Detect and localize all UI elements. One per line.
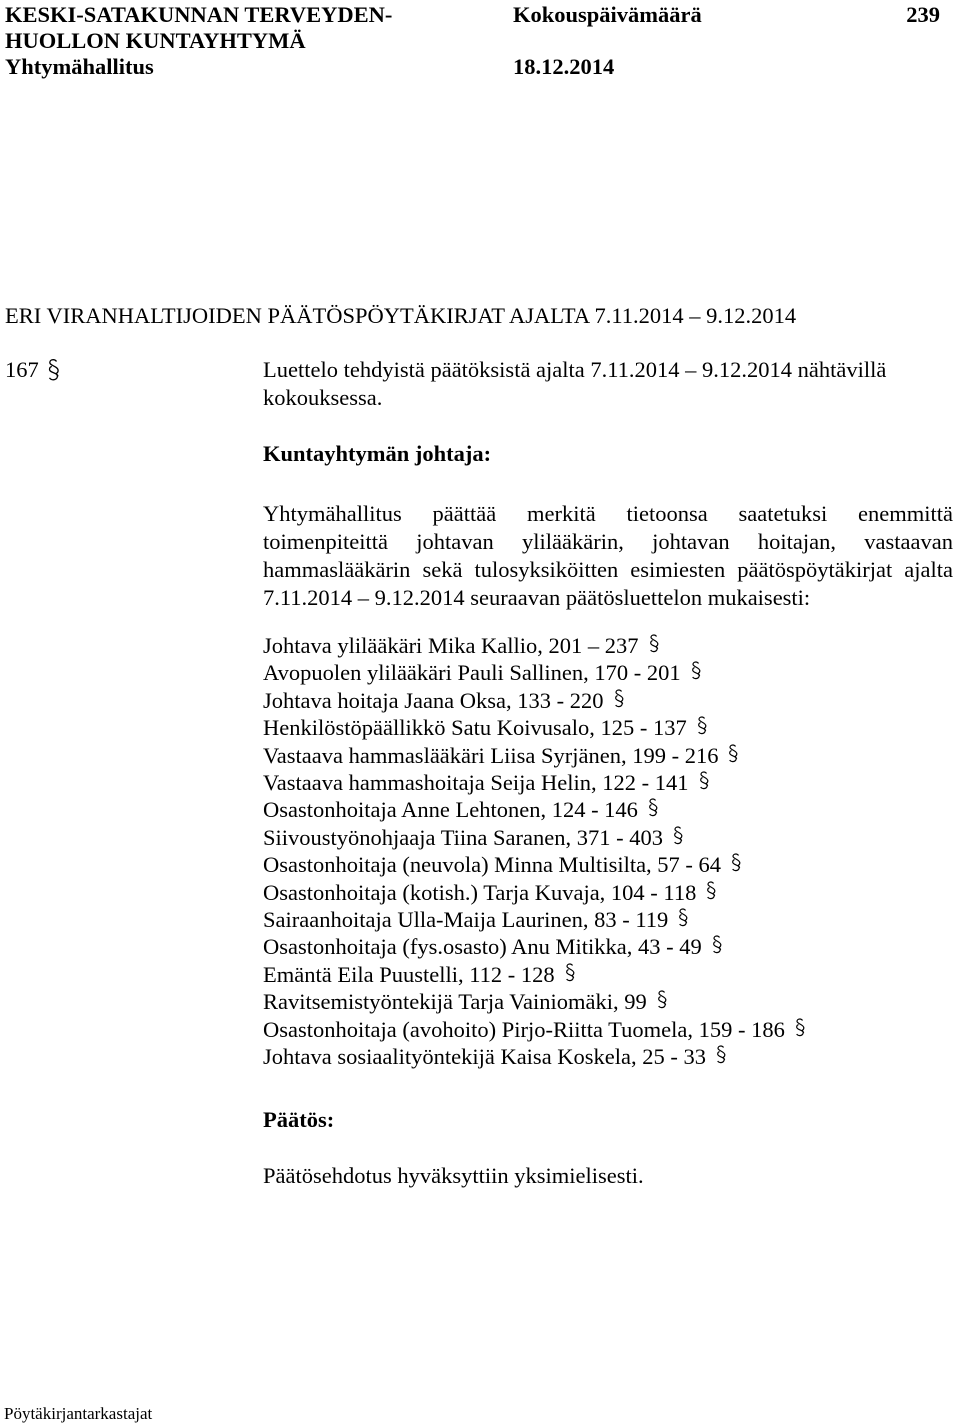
- list-item: Johtava ylilääkäri Mika Kallio, 201 – 237: [263, 632, 807, 659]
- meeting-date: 18.12.2014: [513, 54, 615, 79]
- list-item: Emäntä Eila Puustelli, 112 - 128: [263, 961, 807, 988]
- list-item: Henkilöstöpäällikkö Satu Koivusalo, 125 - 137: [263, 714, 807, 741]
- decision-text: Päätösehdotus hyväksyttiin yksimielisesti.: [263, 1163, 644, 1188]
- list-item: Johtava hoitaja Jaana Oksa, 133 - 220: [263, 687, 807, 714]
- list-item: Osastonhoitaja (neuvola) Minna Multisilta, 57 - 64: [263, 851, 807, 878]
- footer-inspectors: Pöytäkirjantarkastajat: [4, 1404, 153, 1423]
- item-title: Luettelo tehdyistä päätöksistä ajalta 7.11.2014 – 9.12.2014 nähtävillä kokouksessa.: [263, 357, 887, 410]
- list-item: Sairaanhoitaja Ulla-Maija Laurinen, 83 - 119: [263, 906, 807, 933]
- proposal-text: Yhtymähallitus päättää merkitä tietoonsa saatetuksi enemmittä toimenpiteittä johtavan ylilääkärin, johtavan hoitajan, vastaavan hammaslääkärin sekä tulosyksiköitten esimiesten päätöspöytäkirjat ajalta 7.11.2014 – 9.12.2014 seuraavan päätösluettelon mukaisesti:: [263, 501, 953, 610]
- list-item: Osastonhoitaja Anne Lehtonen, 124 - 146: [263, 796, 807, 823]
- decision-label: Päätös:: [263, 1107, 335, 1132]
- list-item: Ravitsemistyöntekijä Tarja Vainiomäki, 99: [263, 988, 807, 1015]
- item-number-row: [5, 356, 63, 384]
- governing-body: Yhtymähallitus: [5, 54, 154, 79]
- list-item: Siivoustyönohjaaja Tiina Saranen, 371 - 403: [263, 824, 807, 851]
- section-sign-icon: [729, 851, 743, 877]
- list-item: Johtava sosiaalityöntekijä Kaisa Koskela, 25 - 33: [263, 1043, 807, 1070]
- list-item: Avopuolen ylilääkäri Pauli Sallinen, 170 - 201: [263, 659, 807, 686]
- section-sign-icon: [695, 714, 709, 740]
- officials-list: [263, 632, 807, 1071]
- section-sign-icon: [726, 742, 740, 768]
- organization-name: [5, 2, 392, 54]
- list-item: Osastonhoitaja (avohoito) Pirjo-Riitta Tuomela, 159 - 186: [263, 1016, 807, 1043]
- section-sign-icon: [646, 796, 660, 822]
- section-sign-icon: [704, 879, 718, 905]
- section-sign-icon: [697, 769, 711, 795]
- section-sign-icon: [710, 933, 724, 959]
- organization-line-1: KESKI-SATAKUNNAN TERVEYDEN-: [5, 2, 393, 27]
- list-item: Vastaava hammaslääkäri Liisa Syrjänen, 199 - 216: [263, 742, 807, 769]
- section-sign-icon: [647, 632, 661, 658]
- list-item: Osastonhoitaja (kotish.) Tarja Kuvaja, 104 - 118: [263, 879, 807, 906]
- proposer-label: Kuntayhtymän johtaja:: [263, 441, 492, 466]
- list-item: Vastaava hammashoitaja Seija Helin, 122 - 141: [263, 769, 807, 796]
- section-sign-icon: [793, 1016, 807, 1042]
- section-sign-icon: [689, 659, 703, 685]
- section-title: ERI VIRANHALTIJOIDEN PÄÄTÖSPÖYTÄKIRJAT AJALTA 7.11.2014 – 9.12.2014: [5, 303, 797, 328]
- section-sign-icon: [45, 356, 63, 384]
- section-sign-icon: [563, 961, 577, 987]
- section-sign-icon: [714, 1043, 728, 1069]
- item-number: 167: [5, 357, 39, 382]
- organization-line-2: HUOLLON KUNTAYHTYMÄ: [5, 28, 306, 53]
- section-sign-icon: [612, 687, 626, 713]
- section-sign-icon: [676, 906, 690, 932]
- document-type: Kokouspäivämäärä: [513, 2, 702, 27]
- section-sign-icon: [655, 988, 669, 1014]
- page-number: 239: [906, 2, 940, 27]
- section-sign-icon: [671, 824, 685, 850]
- list-item: Osastonhoitaja (fys.osasto) Anu Mitikka, 43 - 49: [263, 933, 807, 960]
